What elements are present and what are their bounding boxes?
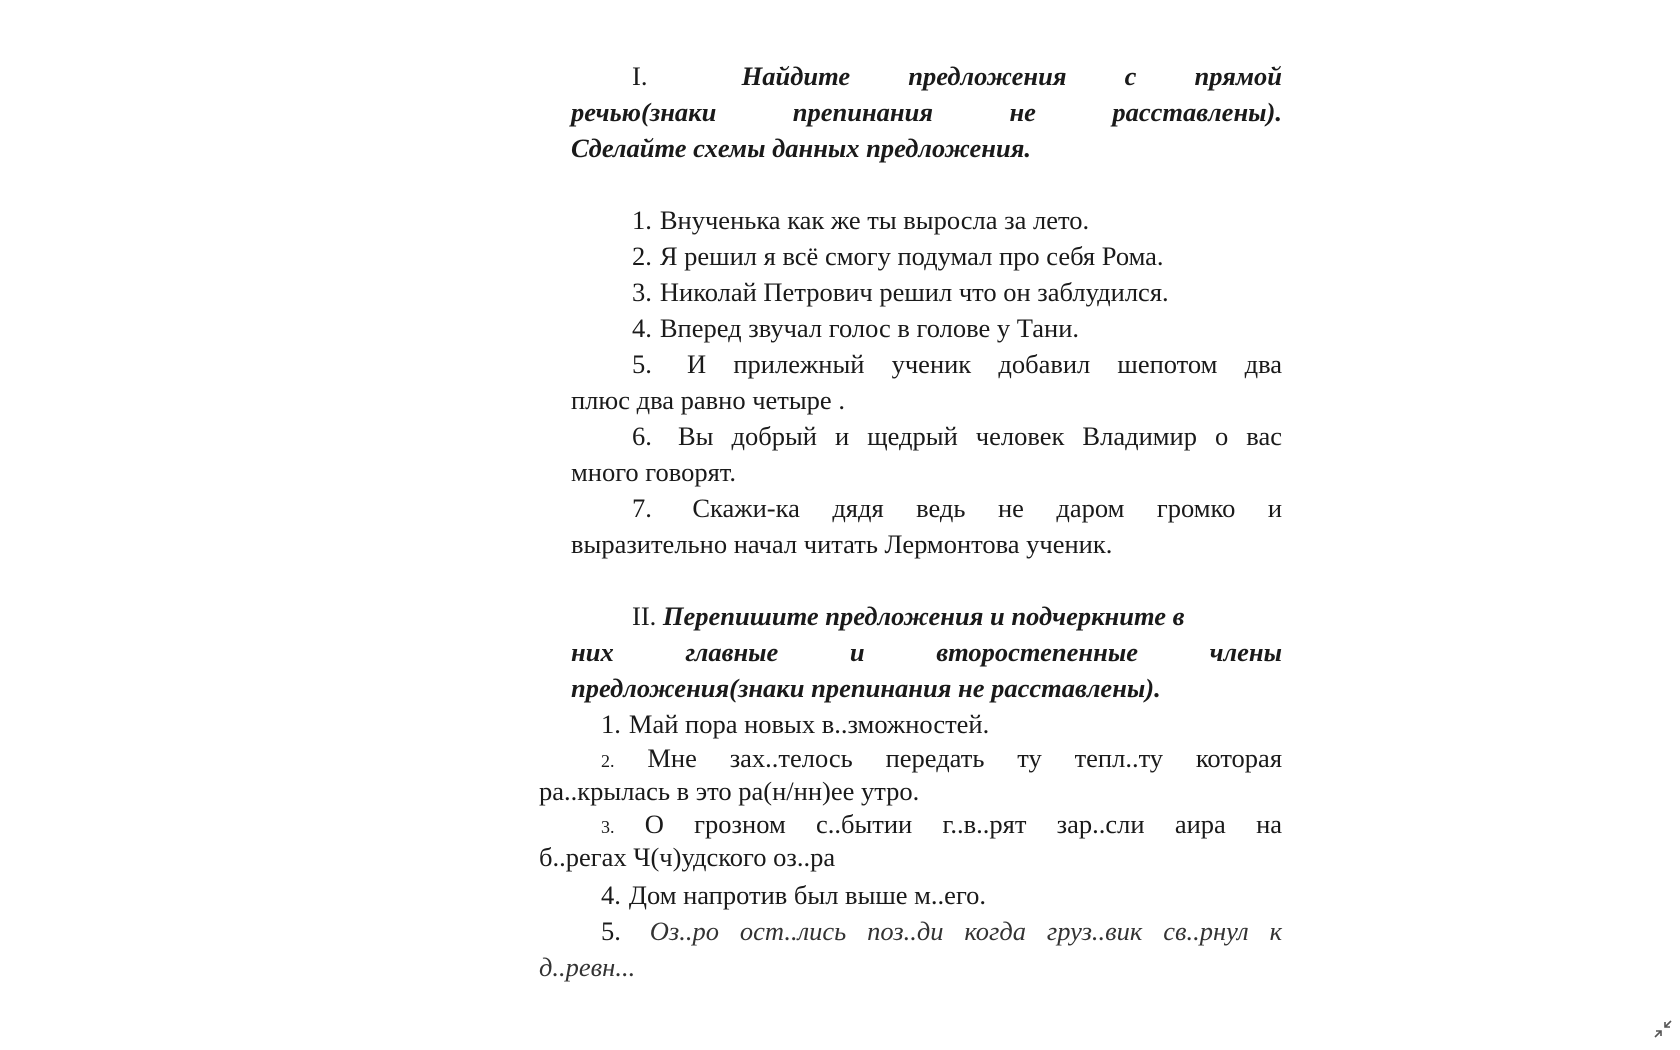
list-item: 2. Я решил я всё смогу подумал про себя Рома.	[632, 241, 1164, 271]
list-item-continuation: выразительно начал читать Лермонтова ученик.	[571, 529, 1113, 559]
list-item: 3. О грозном с..бытии г..в..рят зар..сли аира на	[601, 809, 1283, 839]
collapse-arrows-icon-svg	[1652, 1018, 1674, 1040]
list-item-continuation: д..ревн...	[539, 952, 636, 982]
list-item-continuation: плюс два равно четыре .	[571, 385, 845, 415]
list-item: 1. Май пора новых в..зможностей.	[601, 709, 990, 739]
list-item-continuation: ра..крылась в это ра(н/нн)ее утро.	[539, 776, 920, 806]
list-item: 1. Внученька как же ты выросла за лето.	[632, 205, 1090, 235]
list-item: 7. Скажи-ка дядя ведь не даром громко и	[632, 493, 1283, 523]
list-item-continuation: б..регах Ч(ч)удского оз..ра	[539, 842, 836, 872]
section1-heading-text: Найдите предложения с прямой	[741, 61, 1282, 91]
section1-heading-line2: речью(знаки препинания не расставлены).	[571, 97, 1282, 127]
section2-heading-text: Перепишите предложения и подчеркните в	[662, 601, 1185, 631]
list-item: 5. И прилежный ученик добавил шепотом два	[632, 349, 1282, 379]
collapse-arrows-icon[interactable]	[1652, 1018, 1674, 1040]
section2-heading-line1	[632, 598, 1184, 634]
list-item: 2. Мне зах..телось передать ту тепл..ту которая	[601, 743, 1283, 773]
list-item: 5. Оз..ро ост..лись поз..ди когда груз..вик св..рнул к	[601, 916, 1282, 946]
list-item: 6. Вы добрый и щедрый человек Владимир о вас	[632, 421, 1282, 451]
section1-numeral: I.	[632, 61, 648, 91]
section2-heading-line2: них главные и второстепенные члены	[571, 637, 1282, 667]
section2-numeral: II.	[632, 601, 657, 631]
section1-heading-line1	[632, 58, 1282, 94]
list-item: 4. Дом напротив был выше м..его.	[601, 880, 987, 910]
list-item: 3. Николай Петрович решил что он заблудился.	[632, 277, 1169, 307]
list-item-continuation: много говорят.	[571, 457, 736, 487]
section1-heading-line3: Сделайте схемы данных предложения.	[571, 133, 1031, 163]
list-item: 4. Вперед звучал голос в голове у Тани.	[632, 313, 1080, 343]
section2-heading-line3: предложения(знаки препинания не расставлены).	[571, 673, 1161, 703]
